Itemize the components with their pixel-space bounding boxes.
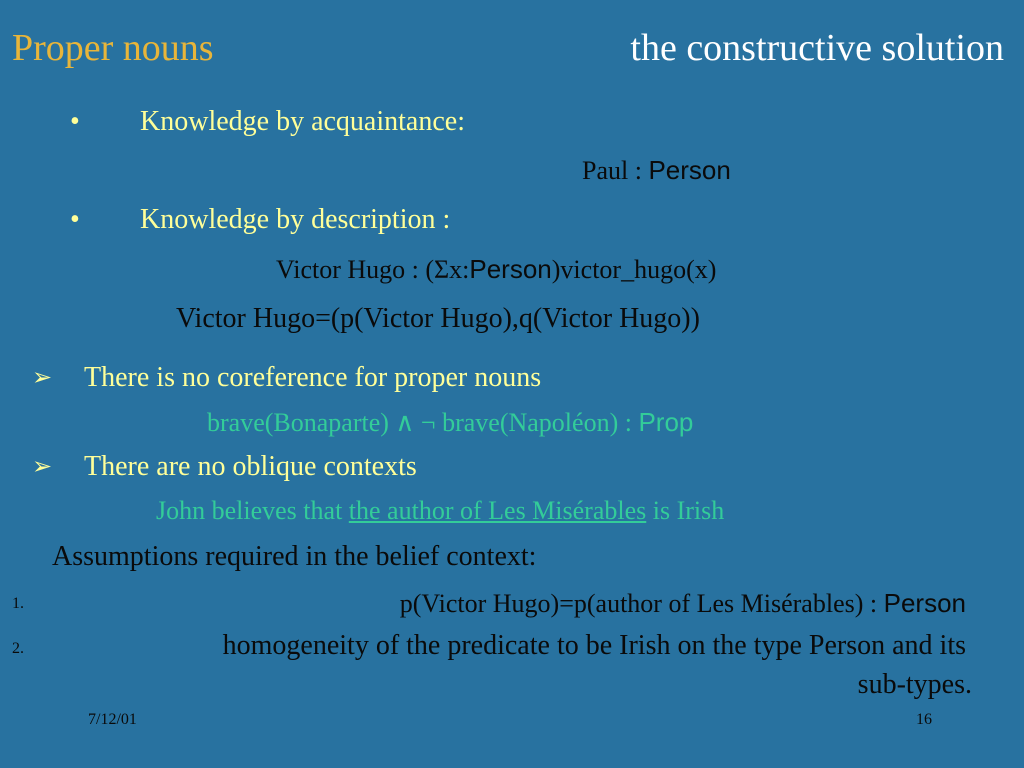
slide-title: Proper nouns — [12, 27, 214, 69]
list-item-number: 2. — [12, 640, 24, 657]
page-number: 16 — [916, 711, 932, 728]
type-person: Person — [883, 588, 966, 618]
formula-pair: Victor Hugo=(p(Victor Hugo),q(Victor Hugo)) — [176, 303, 700, 334]
list-item-assumption-1-text: p(Victor Hugo)=p(author of Les Misérables) : — [399, 589, 884, 618]
bullet-icon: • — [70, 204, 80, 235]
bullet-icon: • — [70, 106, 80, 137]
formula-description-c: )victor_hugo(x) — [551, 255, 717, 284]
example-oblique-a: John believes that — [156, 496, 349, 525]
formula-acquaintance-text: Paul : — [582, 156, 649, 185]
formula-acquaintance — [582, 155, 731, 186]
arrow-bullet-icon: ➢ — [32, 454, 53, 480]
arrow-oblique: There are no oblique contexts — [84, 451, 417, 482]
list-item-assumption-2-line2: sub-types. — [857, 669, 972, 700]
formula-description — [276, 254, 716, 285]
slide-subtitle: the constructive solution — [630, 27, 1004, 69]
list-item-number: 1. — [12, 595, 24, 612]
example-coreference — [207, 407, 693, 438]
arrow-coreference: There is no coreference for proper nouns — [84, 362, 542, 393]
type-person: Person — [469, 254, 552, 284]
example-oblique — [156, 496, 724, 526]
example-oblique-c: is Irish — [646, 496, 725, 525]
bullet-acquaintance: Knowledge by acquaintance: — [140, 106, 465, 137]
arrow-bullet-icon: ➢ — [32, 365, 53, 391]
footer-date: 7/12/01 — [88, 711, 137, 728]
list-item-assumption-1 — [400, 588, 966, 619]
list-item-assumption-2-line1: homogeneity of the predicate to be Irish on the type Person and its — [222, 630, 966, 661]
bullet-description: Knowledge by description : — [140, 204, 451, 235]
example-oblique-underlined: the author of Les Misérables — [348, 496, 647, 525]
assumptions-heading: Assumptions required in the belief context: — [52, 541, 537, 572]
type-prop: Prop — [638, 407, 694, 437]
formula-description-a: Victor Hugo : (Σx: — [276, 255, 470, 284]
type-person: Person — [648, 155, 731, 185]
example-coreference-text: brave(Bonaparte) ∧ ¬ brave(Napoléon) : — [207, 408, 639, 437]
